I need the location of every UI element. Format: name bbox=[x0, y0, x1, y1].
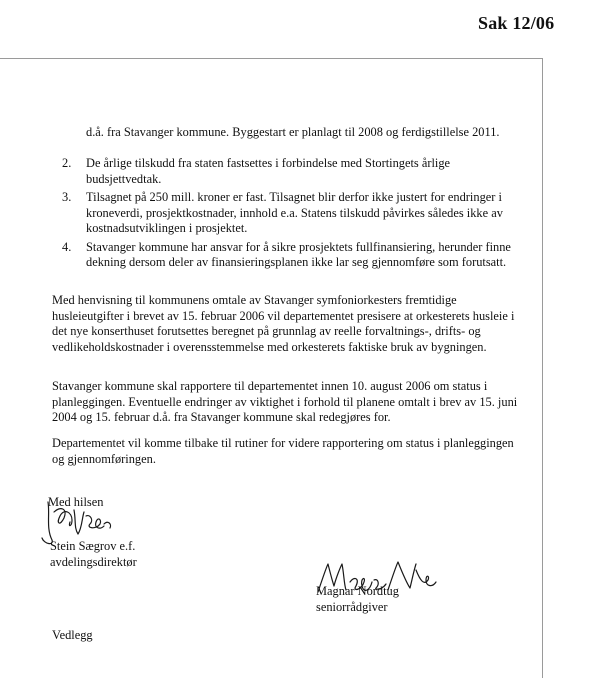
paragraph-reporting: Stavanger kommune skal rapportere til departementet innen 10. august 2006 om status i planleggingen. Eventuelle endringer av viktighet i forhold til planene omtalt i brev av 15. juni 2004 og 15. februar d.å. fra Stavanger kommune skal redegjøres for. bbox=[52, 379, 518, 424]
signer1-title: avdelingsdirektør bbox=[50, 555, 137, 569]
list-item-number: 3. bbox=[62, 190, 72, 204]
list-item-text: De årlige tilskudd fra staten fastsettes i forbindelse med Stortingets årlige budsjettvedtak. bbox=[86, 156, 451, 186]
page-border bbox=[0, 58, 543, 678]
case-number: Sak 12/06 bbox=[478, 13, 555, 33]
signer1-name: Stein Sægrov e.f. bbox=[50, 539, 136, 553]
list-item-number: 2. bbox=[62, 156, 72, 170]
list-item bbox=[62, 156, 532, 187]
conditions-list bbox=[62, 156, 532, 274]
signer2-name: Magnar Nordtug bbox=[316, 584, 399, 598]
list-item bbox=[62, 240, 532, 271]
list-item-text: Tilsagnet på 250 mill. kroner er fast. Tilsagnet blir derfor ikke justert for endringer i kroneverdi, prosjektkostnader, innhold e.a. Statens tilskudd påvirkes således ikke av kostnadsutviklingen i prosjektet. bbox=[86, 190, 503, 235]
list-item-number: 4. bbox=[62, 239, 72, 254]
list-item bbox=[62, 190, 532, 237]
list-item-text: Stavanger kommune har ansvar for å sikre prosjektets fullfinansiering, herunder finne dekning dersom deler av finansieringsplanen ikke lar seg gjennomføre som forutsatt. bbox=[86, 239, 511, 269]
paragraph-rent: Med henvisning til kommunens omtale av Stavanger symfoniorkesters fremtidige husleieutgifter i brevet av 15. februar 2006 vil departementet presisere at orkesterets husleie i det nye konserthuset forutsettes beregnet på grunnlag av reelle forvaltnings-, drifts- og vedlikeholdskostnader i overensstemmelse med orkesterets faktiske bruk av bygningen. bbox=[52, 293, 515, 354]
attachment-label: Vedlegg bbox=[52, 628, 93, 642]
closing-greeting: Med hilsen bbox=[48, 495, 104, 509]
list-continuation: d.å. fra Stavanger kommune. Byggestart er planlagt til 2008 og ferdigstillelse 2011. bbox=[86, 125, 500, 139]
paragraph-followup: Departementet vil komme tilbake til rutiner for videre rapportering om status i planleggingen og gjennomføringen. bbox=[52, 436, 514, 466]
signer2-title: seniorrådgiver bbox=[316, 600, 388, 614]
